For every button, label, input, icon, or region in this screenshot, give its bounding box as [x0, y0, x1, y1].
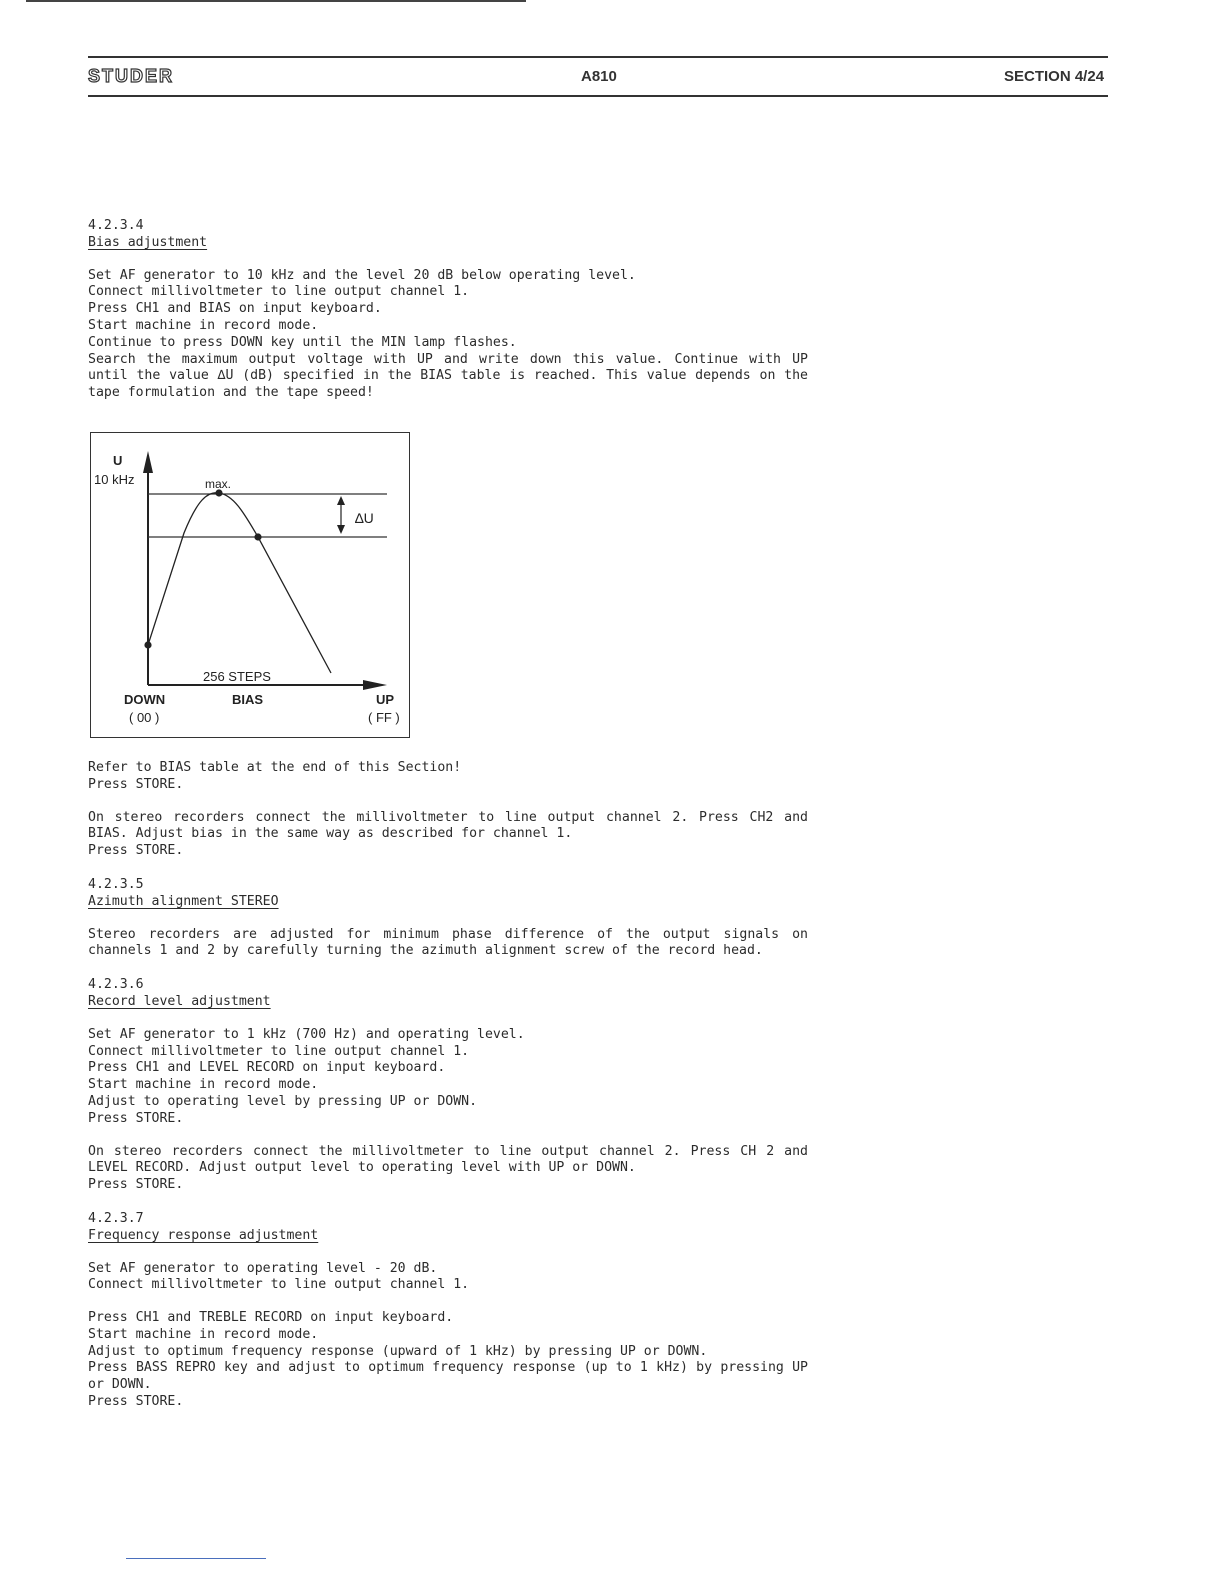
- section-number: 4.2.3.7: [88, 1210, 144, 1226]
- paragraph: Search the maximum output voltage with UP and write down this value. Continue with UP until the value ∆U (dB) specified in the BIAS table is reached. This value depends on the tape formulation and the tape speed!: [88, 351, 808, 401]
- x-axis-arrow-icon: [363, 680, 387, 690]
- paragraph: Press BASS REPRO key and adjust to optimum frequency response (up to 1 kHz) by pressing UP or DOWN.: [88, 1360, 808, 1393]
- footnote-rule: [126, 1558, 266, 1559]
- paragraph: Set AF generator to operating level - 20 dB. Connect millivoltmeter to line output channel 1.: [88, 1260, 470, 1293]
- brand-logo: STUDER: [88, 66, 175, 86]
- bias-curve-figure: [90, 432, 410, 738]
- target-point: [254, 533, 261, 540]
- bias-axis-label: BIAS: [232, 691, 264, 707]
- bias-curve: [148, 493, 331, 673]
- up-value: ( FF ): [368, 709, 400, 725]
- header-bottom-rule: [88, 95, 1108, 97]
- model-title: A810: [581, 68, 617, 85]
- paragraph: Set AF generator to 1 kHz (700 Hz) and operating level. Connect millivoltmeter to line output channel 1. Press CH1 and LEVEL RECORD on input keyboard. Start machine in record mode. Adjust to operating level by pressing UP or DOWN. Press STORE.: [88, 1026, 525, 1126]
- paragraph: Press STORE.: [88, 1177, 184, 1193]
- y-axis-sublabel: 10 kHz: [94, 471, 135, 487]
- paragraph: Adjust to optimum frequency response (upward of 1 kHz) by pressing UP or DOWN.: [88, 1343, 708, 1359]
- down-value: ( 00 ): [129, 709, 160, 725]
- delta-arrow-down-icon: [337, 525, 345, 534]
- up-label: UP: [376, 691, 395, 707]
- down-label: DOWN: [124, 691, 166, 707]
- section-title: Record level adjustment: [88, 993, 271, 1009]
- paragraph: Press STORE.: [88, 1394, 184, 1410]
- section-title: Frequency response adjustment: [88, 1227, 319, 1243]
- section-record-level: [88, 977, 808, 1194]
- section-azimuth-alignment: [88, 877, 808, 960]
- section-frequency-response: [88, 1211, 808, 1411]
- start-point: [144, 641, 151, 648]
- paragraph: Stereo recorders are adjusted for minimum phase difference of the output signals on channels 1 and 2 by carefully turning the azimuth alignment screw of the record head.: [88, 926, 808, 959]
- section-title: Bias adjustment: [88, 234, 208, 250]
- section-bias-adjustment: [88, 218, 808, 860]
- section-number: 4.2.3.5: [88, 876, 144, 892]
- paragraph: On stereo recorders connect the millivoltmeter to line output channel 2. Press CH2 and BIAS. Adjust bias in the same way as described for channel 1.: [88, 809, 808, 842]
- steps-label: 256 STEPS: [203, 668, 271, 684]
- y-axis-arrow-icon: [143, 451, 153, 473]
- delta-arrow-up-icon: [337, 496, 345, 505]
- paragraph: Press STORE.: [88, 843, 184, 859]
- delta-u-label: ∆U: [355, 509, 374, 526]
- paragraph: On stereo recorders connect the millivoltmeter to line output channel 2. Press CH 2 and LEVEL RECORD. Adjust output level to operating level with UP or DOWN.: [88, 1143, 808, 1176]
- document-body: [88, 218, 808, 1411]
- y-axis-label: U: [113, 452, 123, 468]
- section-number: 4.2.3.4: [88, 218, 144, 233]
- top-edge-rule: [26, 0, 526, 2]
- section-title: Azimuth alignment STEREO: [88, 893, 279, 909]
- section-page-number: SECTION 4/24: [1004, 68, 1105, 85]
- paragraph: Refer to BIAS table at the end of this Section! Press STORE.: [88, 759, 462, 792]
- section-number: 4.2.3.6: [88, 977, 144, 993]
- paragraph: Press CH1 and TREBLE RECORD on input keyboard. Start machine in record mode.: [88, 1310, 454, 1342]
- max-label: max.: [205, 476, 232, 491]
- header-top-rule: [88, 56, 1108, 58]
- paragraph: Set AF generator to 10 kHz and the level 20 dB below operating level. Connect millivoltmeter to line output channel 1. Press CH1 and BIAS on input keyboard. Start machine in record mode. Continue to press DOWN key until the MIN lamp flashes.: [88, 267, 636, 350]
